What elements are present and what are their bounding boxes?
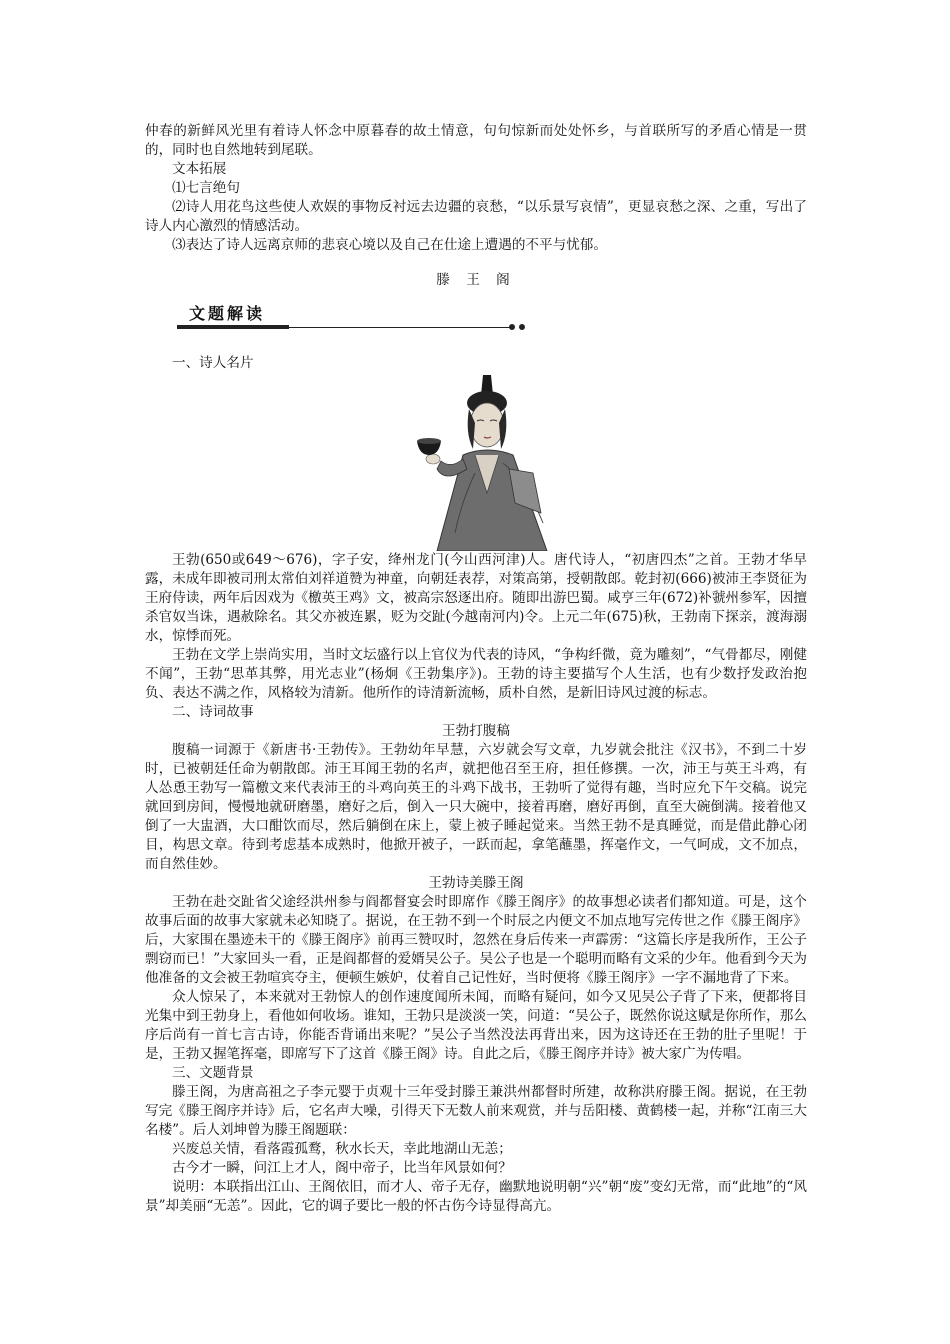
story-2-paragraph-1: 王勃在赴交趾省父途经洪州参与阎都督宴会时即席作《滕王阁序》的故事想必读者们都知道。可是，这个故事后面的故事大家就未必知晓了。据说，在王勃不到一个时辰之内便文不加点地写完传世之作《滕王阁序》后，大家围在墨迹未干的《滕王阁序》前再三赞叹时，忽然在身后传来一声霹雳：“这篇长序是我所作，王公子剽窃而已！”大家回头一看，正是阎都督的爱婿吴公子。吴公子也是一个聪明而略有文采的少年。他看到今天为他准备的文会被王勃喧宾夺主，便顿生嫉妒，仗着自己记性好，当时便将《滕王阁序》一字不漏地背了下来。 xyxy=(145,894,807,986)
extension-item-3: ⑶表达了诗人远离京师的悲哀心境以及自己在仕途上遭遇的不平与忧郁。 xyxy=(172,237,607,253)
subheading-text-extension: 文本拓展 xyxy=(172,161,227,177)
section-heading-poet-card: 一、诗人名片 xyxy=(172,355,254,371)
note-paragraph: 说明：本联指出江山、王阁依旧，而才人、帝子无存，幽默地说明朝“兴”朝“废”变幻无常，而“此地”的“风景”却美丽“无恙”。因此，它的调子要比一般的怀古伤今诗显得高亢。 xyxy=(145,1179,807,1214)
lesson-title: 滕 王 阁 xyxy=(436,272,516,288)
paragraph: 仲春的新鲜风光里有着诗人怀念中原暮春的故土情意，句句惊新而处处怀乡，与首联所写的矛盾心情是一贯的，同时也自然地转到尾联。 xyxy=(145,123,807,158)
document-page xyxy=(145,122,807,1216)
bio-paragraph-1: 王勃(650或649～676)，字子安，绛州龙门(今山西河津)人。唐代诗人，“初唐四杰”之首。王勃才华早露，未成年即被司刑太常伯刘祥道赞为神童，向朝廷表荐，对策高第，授朝散郎。乾封初(666)被沛王李贤征为王府侍读，两年后因戏为《檄英王鸡》文，被高宗怒逐出府。随即出游巴蜀。咸亨三年(672)补虢州参军，因擅杀官奴当诛，遇赦除名。其父亦被连累，贬为交趾(今越南河内)令。上元二年(675)秋，王勃南下探亲，渡海溺水，惊悸而死。 xyxy=(145,552,807,644)
story-2-paragraph-2: 众人惊呆了，本来就对王勃惊人的创作速度闻所未闻，而略有疑问，如今又见吴公子背了下来，便都将目光集中到王勃身上，看他如何收场。谁知，王勃只是淡淡一笑，问道：“吴公子，既然你说这赋是你所作，那么序后尚有一首七言古诗，你能否背诵出来呢？”吴公子当然没法再背出来，因为这诗还在王勃的肚子里呢！于是，王勃又握笔挥毫，即席写下了这首《滕王阁》诗。自此之后，《滕王阁序并诗》被大家广为传唱。 xyxy=(145,989,807,1062)
portrait-area xyxy=(145,373,807,551)
story-1-title: 王勃打腹稿 xyxy=(442,723,510,739)
background-paragraph: 滕王阁，为唐高祖之子李元婴于贞观十三年受封滕王兼洪州都督时所建，故称洪府滕王阁。据说，在王勃写完《滕王阁序并诗》后，它名声大噪，引得天下无数人前来观赏，并与岳阳楼、黄鹤楼一起，并称“江南三大名楼”。后人刘坤曾为滕王阁题联： xyxy=(145,1084,807,1138)
story-2-title: 王勃诗美滕王阁 xyxy=(428,875,524,891)
banner-dot-icon xyxy=(509,324,515,330)
wang-bo-portrait-image xyxy=(415,373,575,551)
banner-dot-icon xyxy=(519,324,525,330)
section-heading-background: 三、文题背景 xyxy=(172,1065,254,1081)
extension-item-1: ⑴七言绝句 xyxy=(172,180,240,196)
extension-item-2: ⑵诗人用花鸟这些使人欢娱的事物反衬远去边疆的哀愁，“以乐景写哀情”，更显哀愁之深、之重，写出了诗人内心激烈的情感活动。 xyxy=(145,199,807,234)
couplet-line-2: 古今才一瞬，问江上才人，阁中帝子，比当年风景如何？ xyxy=(172,1160,512,1176)
banner-line xyxy=(289,327,511,328)
banner-label: 文题解读 xyxy=(189,304,266,323)
section-heading-poem-stories: 二、诗词故事 xyxy=(172,704,254,720)
bio-paragraph-2: 王勃在文学上崇尚实用，当时文坛盛行以上官仪为代表的诗风，“争构纤微，竟为雕刻”，“气骨都尽，刚健不闻”，王勃“思革其弊，用光志业”(杨炯《王勃集序》)。王勃的诗主要描写个人生活，也有少数抒发政治抱负、表达不满之作，风格较为清新。他所作的诗清新流畅，质朴自然，是新旧诗风过渡的标志。 xyxy=(145,647,807,701)
couplet-line-1: 兴废总关情，看落霞孤鹜，秋水长天，幸此地湖山无恙； xyxy=(172,1141,512,1157)
story-1-paragraph: 腹稿一词源于《新唐书·王勃传》。王勃幼年早慧，六岁就会写文章，九岁就会批注《汉书》，不到二十岁时，已被朝廷任命为朝散郎。沛王耳闻王勃的名声，就把他召至王府，担任修撰。一次，沛王与英王斗鸡，有人怂恿王勃写一篇檄文来代表沛王的斗鸡向英王的斗鸡下战书，王勃听了觉得有趣，当时应允下午交稿。说完就回到房间，慢慢地就研磨墨，磨好之后，倒入一只大碗中，接着再磨，磨好再倒，直至大碗倒满。接着他又倒了一大盅酒，大口酣饮而尽，然后躺倒在床上，蒙上被子睡起觉来。当然王勃不是真睡觉，而是借此静心闭目，构思文章。待到考虑基本成熟时，他掀开被子，一跃而起，拿笔蘸墨，挥毫作文，一气呵成，文不加点，而自然佳妙。 xyxy=(145,742,807,872)
section-banner xyxy=(177,302,557,336)
banner-bar xyxy=(177,325,289,329)
